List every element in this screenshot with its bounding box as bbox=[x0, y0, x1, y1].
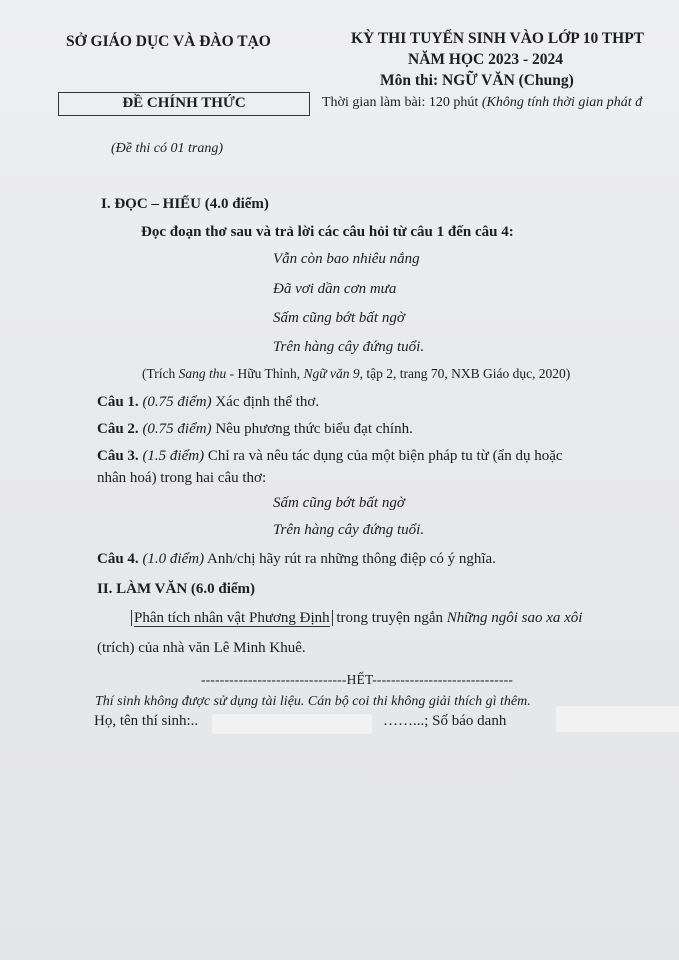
section-1-heading: I. ĐỌC – HIỂU (4.0 điểm) bbox=[101, 196, 269, 212]
school-year: NĂM HỌC 2023 - 2024 bbox=[408, 51, 563, 68]
time-note: (Không tính thời gian phát đ bbox=[481, 95, 643, 110]
essay-prompt bbox=[131, 610, 582, 627]
citation-work: Sang thu bbox=[178, 366, 227, 381]
essay-prompt-part1 bbox=[131, 610, 330, 626]
official-exam-label: ĐỀ CHÍNH THỨC bbox=[58, 92, 310, 116]
end-dashes-right: ------------------------------ bbox=[372, 672, 514, 687]
redacted-number-area bbox=[556, 706, 679, 732]
end-marker bbox=[201, 672, 513, 688]
essay-prompt-line2: (trích) của nhà văn Lê Minh Khuê. bbox=[97, 640, 306, 656]
q3-poem-line-1: Sấm cũng bớt bất ngờ bbox=[273, 495, 405, 511]
time-label: Thời gian làm bài: 120 phút bbox=[322, 95, 479, 110]
question-2-text: Nêu phương thức biểu đạt chính. bbox=[215, 421, 413, 437]
question-4-text: Anh/chị hãy rút ra những thông điệp có ý nghĩa. bbox=[207, 551, 496, 567]
question-4-points: (1.0 điểm) bbox=[142, 551, 205, 567]
question-3-text: Chỉ ra và nêu tác dụng của một biện pháp tu từ (ẩn dụ hoặc bbox=[207, 448, 563, 464]
end-word: HẾT bbox=[346, 672, 373, 687]
question-1 bbox=[97, 394, 319, 411]
poem-citation bbox=[142, 366, 570, 382]
reading-instruction: Đọc đoạn thơ sau và trả lời các câu hỏi từ câu 1 đến câu 4: bbox=[141, 224, 514, 240]
department-name: SỞ GIÁO DỤC VÀ ĐÀO TẠO bbox=[66, 33, 271, 50]
essay-work-title: Những ngôi sao xa xôi bbox=[446, 610, 583, 626]
poem-line-1: Vẫn còn bao nhiêu nắng bbox=[273, 251, 420, 267]
q3-poem-line-2: Trên hàng cây đứng tuổi. bbox=[273, 522, 425, 538]
citation-book: Ngữ văn 9 bbox=[303, 366, 360, 381]
section-2-heading: II. LÀM VĂN (6.0 điểm) bbox=[97, 581, 256, 597]
citation-prefix: (Trích bbox=[142, 366, 176, 381]
question-4-label: Câu 4. bbox=[97, 551, 139, 567]
candidate-note: Thí sinh không được sử dụng tài liệu. Cán bộ coi thi không giải thích gì thêm. bbox=[95, 694, 531, 709]
exam-subject: Môn thi: NGỮ VĂN (Chung) bbox=[380, 72, 574, 89]
question-1-text: Xác định thể thơ. bbox=[215, 394, 320, 410]
question-2-points: (0.75 điểm) bbox=[142, 421, 212, 437]
end-dashes-left: ------------------------------- bbox=[201, 672, 347, 687]
poem-line-2: Đã vơi dần cơn mưa bbox=[273, 281, 397, 297]
question-3-points: (1.5 điểm) bbox=[142, 448, 205, 464]
question-2 bbox=[97, 421, 413, 438]
question-1-points: (0.75 điểm) bbox=[142, 394, 212, 410]
citation-author: - Hữu Thỉnh, bbox=[229, 366, 301, 381]
essay-character: Phân tích nhân vật Phương Định bbox=[134, 610, 330, 626]
exam-title: KỲ THI TUYỂN SINH VÀO LỚP 10 THPT bbox=[351, 30, 644, 47]
redacted-name-area bbox=[212, 714, 372, 734]
question-1-label: Câu 1. bbox=[97, 394, 139, 410]
sbd-dots: ……...; bbox=[383, 713, 429, 729]
question-3 bbox=[97, 448, 563, 465]
poem-line-4: Trên hàng cây đứng tuổi. bbox=[273, 339, 425, 355]
citation-rest: , tập 2, trang 70, NXB Giáo dục, 2020) bbox=[359, 366, 571, 381]
candidate-number bbox=[383, 713, 506, 730]
page-count: (Đề thi có 01 trang) bbox=[111, 141, 223, 156]
question-4 bbox=[97, 551, 496, 568]
question-2-label: Câu 2. bbox=[97, 421, 139, 437]
poem-line-3: Sấm cũng bớt bất ngờ bbox=[273, 310, 405, 326]
time-limit bbox=[322, 95, 642, 111]
question-3-label: Câu 3. bbox=[97, 448, 139, 464]
candidate-name-label: Họ, tên thí sinh:.. bbox=[94, 713, 199, 729]
sbd-label: Số báo danh bbox=[432, 713, 507, 729]
essay-prompt-part2: trong truyện ngắn bbox=[336, 610, 444, 626]
question-3-continued: nhân hoá) trong hai câu thơ: bbox=[97, 470, 267, 486]
